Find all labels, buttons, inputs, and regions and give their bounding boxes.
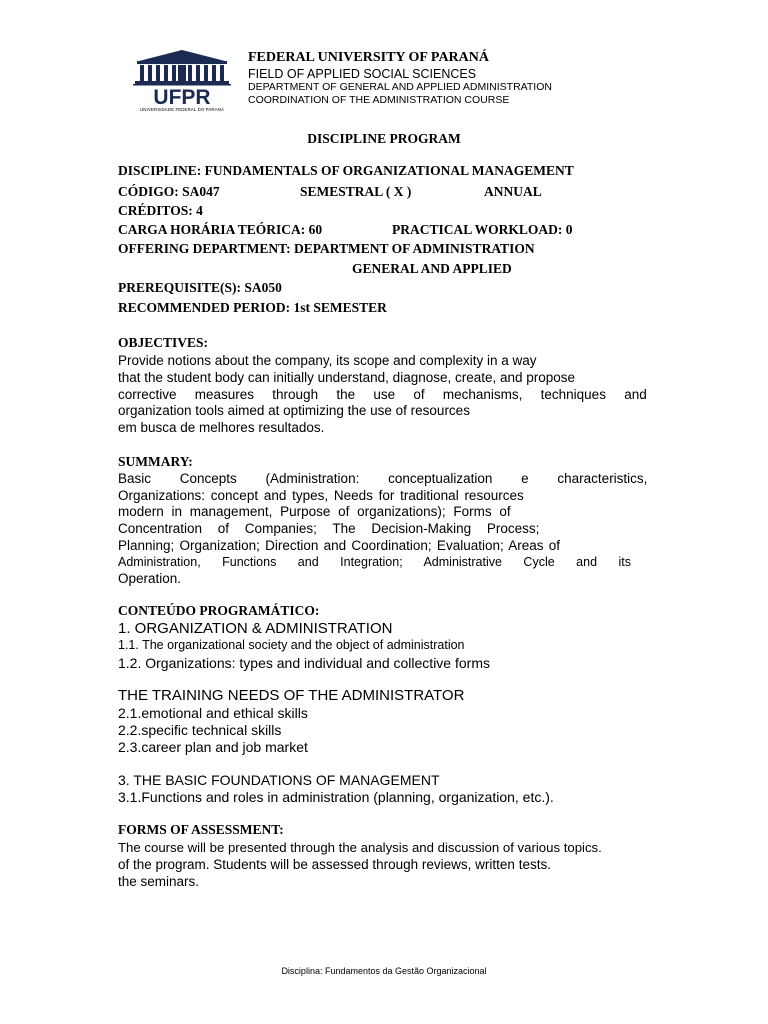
objectives-line: em busca de melhores resultados. bbox=[118, 420, 325, 435]
code-line: CÓDIGO: SA047 bbox=[118, 184, 220, 199]
page-footer: Disciplina: Fundamentos da Gestão Organizacional bbox=[281, 966, 487, 976]
objectives-line: Provide notions about the company, its scope and complexity in a way bbox=[118, 353, 537, 368]
discipline-line: DISCIPLINE: FUNDAMENTALS OF ORGANIZATIONAL MANAGEMENT bbox=[118, 163, 574, 178]
summary-line: Planning; Organization; Direction and Coordination; Evaluation; Areas of bbox=[118, 538, 561, 553]
objectives-line: corrective measures through the use of mechanisms, techniques and bbox=[118, 387, 647, 402]
practical-load-line: PRACTICAL WORKLOAD: 0 bbox=[392, 222, 573, 237]
objectives-line: organization tools aimed at optimizing the use of resources bbox=[118, 403, 470, 418]
content-item-2-1: 2.1.emotional and ethical skills bbox=[118, 705, 308, 721]
recommended-line: RECOMMENDED PERIOD: 1st SEMESTER bbox=[118, 300, 387, 315]
university-building-icon bbox=[131, 49, 233, 107]
field-name: FIELD OF APPLIED SOCIAL SCIENCES bbox=[248, 67, 477, 81]
coordination-name: COORDINATION OF THE ADMINISTRATION COURSE bbox=[248, 94, 510, 106]
summary-line: Basic Concepts (Administration: conceptualization e characteristics, bbox=[118, 471, 648, 486]
content-heading: CONTEÚDO PROGRAMÁTICO: bbox=[118, 603, 320, 618]
offering-dept-cont: GENERAL AND APPLIED bbox=[352, 261, 512, 276]
semestral-line: SEMESTRAL ( X ) bbox=[300, 184, 412, 199]
offering-dept-line: OFFERING DEPARTMENT: DEPARTMENT OF ADMINISTRATION bbox=[118, 241, 535, 256]
department-name: DEPARTMENT OF GENERAL AND APPLIED ADMINISTRATION bbox=[248, 81, 552, 93]
logo-wordmark: UFPR bbox=[153, 86, 211, 107]
summary-line: Concentration of Companies; The Decision-Making Process; bbox=[118, 521, 540, 536]
objectives-line: that the student body can initially understand, diagnose, create, and propose bbox=[118, 370, 576, 385]
content-section-3: 3. THE BASIC FOUNDATIONS OF MANAGEMENT bbox=[118, 772, 440, 788]
summary-line: modern in management, Purpose of organizations); Forms of bbox=[118, 504, 511, 519]
assessment-line: of the program. Students will be assessed through reviews, written tests. bbox=[118, 857, 551, 872]
content-item-2-2: 2.2.specific technical skills bbox=[118, 722, 282, 738]
assessment-line: the seminars. bbox=[118, 874, 200, 889]
summary-line: Organizations: concept and types, Needs for traditional resources bbox=[118, 488, 524, 503]
logo-tagline: UNIVERSIDADE FEDERAL DO PARANÁ bbox=[140, 107, 224, 112]
assessment-line: The course will be presented through the analysis and discussion of various topics. bbox=[118, 840, 602, 855]
summary-heading: SUMMARY: bbox=[118, 454, 193, 469]
content-item-1-1: 1.1. The organizational society and the object of administration bbox=[118, 638, 465, 652]
content-item-2-3: 2.3.career plan and job market bbox=[118, 739, 308, 755]
objectives-heading: OBJECTIVES: bbox=[118, 335, 209, 350]
annual-line: ANNUAL bbox=[484, 184, 542, 199]
content-item-1-2: 1.2. Organizations: types and individual and collective forms bbox=[118, 655, 490, 671]
summary-line: Operation. bbox=[118, 571, 182, 586]
doc-title: DISCIPLINE PROGRAM bbox=[307, 131, 461, 146]
university-name: FEDERAL UNIVERSITY OF PARANÁ bbox=[248, 50, 490, 65]
prerequisite-line: PREREQUISITE(S): SA050 bbox=[118, 280, 282, 295]
content-section-2: THE TRAINING NEEDS OF THE ADMINISTRATOR bbox=[118, 687, 465, 704]
credits-line: CRÉDITOS: 4 bbox=[118, 203, 203, 218]
theory-load-line: CARGA HORÁRIA TEÓRICA: 60 bbox=[118, 222, 323, 237]
content-section-1: 1. ORGANIZATION & ADMINISTRATION bbox=[118, 620, 393, 637]
content-item-3-1: 3.1.Functions and roles in administration (planning, organization, etc.). bbox=[118, 789, 554, 805]
summary-line: Administration, Functions and Integration; Administrative Cycle and its bbox=[118, 555, 631, 569]
assessment-heading: FORMS OF ASSESSMENT: bbox=[118, 822, 284, 837]
ufpr-logo bbox=[131, 49, 233, 117]
